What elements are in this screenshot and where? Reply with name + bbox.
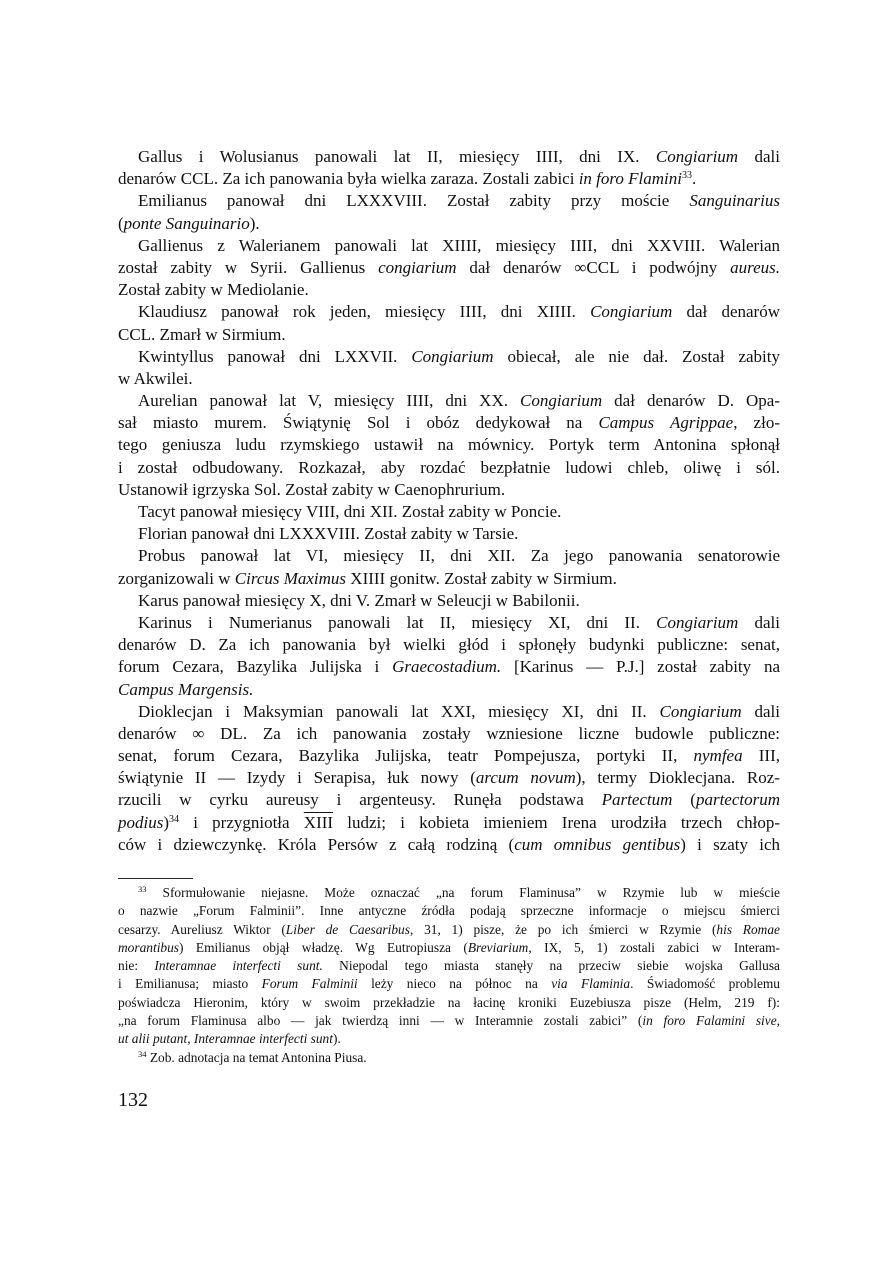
text-run: Karinus i Numerianus panowali lat II, miesięcy XI, dni II. bbox=[138, 612, 657, 632]
text-run: Tacyt panował miesięcy VIII, dni XII. Został zabity w Poncie. bbox=[138, 502, 562, 521]
text-run: ). bbox=[332, 1031, 341, 1047]
text-line bbox=[118, 301, 780, 323]
text-run: i przygniotła bbox=[179, 812, 304, 832]
italic-text: Congiarium bbox=[659, 701, 742, 721]
footnote-line bbox=[118, 957, 780, 975]
text-run: Niepodal tego miasta stanęły na przeciw siebie wojska Gallusa bbox=[322, 958, 780, 974]
text-run: XIIII gonitw. Został zabity w Sirmium. bbox=[346, 568, 617, 588]
italic-text: Congiarium bbox=[655, 147, 739, 166]
text-run: dał denarów D. Opa- bbox=[602, 391, 781, 411]
text-line bbox=[118, 656, 780, 678]
page-number: 132 bbox=[118, 1089, 148, 1111]
italic-text: cum omnibus gentibus bbox=[514, 834, 681, 854]
text-line bbox=[118, 168, 780, 190]
text-run: ) bbox=[163, 812, 170, 832]
text-line bbox=[118, 146, 780, 168]
text-run: Zob. adnotacja na temat Antonina Piusa. bbox=[146, 1049, 367, 1065]
italic-text: via Flaminia bbox=[551, 976, 631, 992]
text-line bbox=[118, 479, 780, 501]
italic-text: Breviarium bbox=[467, 939, 529, 955]
text-line bbox=[118, 634, 780, 656]
footnote-line bbox=[118, 884, 780, 902]
italic-text: Campus Margensis. bbox=[118, 679, 254, 699]
italic-text: Congiarium bbox=[590, 302, 673, 322]
text-run: ludzi; i kobieta imieniem Irena urodziła trzech chłop- bbox=[333, 812, 780, 832]
italic-text: ponte Sanguinario bbox=[123, 213, 250, 233]
footnote-line bbox=[118, 994, 780, 1012]
italic-text: Congiarium bbox=[411, 346, 494, 366]
text-run: ców i dziewczynkę. Króla Persów z całą rodziną ( bbox=[118, 834, 515, 854]
text-run: w Akwilei. bbox=[118, 368, 193, 388]
text-run: obiecał, ale nie dał. Został zabity bbox=[493, 346, 780, 366]
footnote-line bbox=[118, 1049, 780, 1067]
text-run: Sformułowanie niejasne. Może oznaczać „na forum Flaminusa” w Rzymie lub w mieście bbox=[146, 885, 780, 900]
text-run: poświadcza Hieronim, który w swoim przekładzie na łacinę kroniki Euzebiusza pisze (Helm, 219 f): bbox=[118, 994, 780, 1010]
text-run: nie: bbox=[118, 958, 155, 974]
text-run: leży nieco na północ na bbox=[357, 976, 552, 992]
text-run: Kwintyllus panował dni LXXVII. bbox=[138, 346, 412, 366]
italic-text: morantibus bbox=[118, 939, 180, 955]
text-line bbox=[118, 324, 780, 346]
text-line bbox=[118, 590, 780, 612]
text-line bbox=[118, 434, 780, 456]
italic-text: Liber de Caesaribus bbox=[285, 921, 410, 937]
italic-text: arcum novum bbox=[475, 768, 576, 788]
italic-text: in foro Flamini bbox=[578, 169, 682, 189]
text-run: Probus panował lat VI, miesięcy II, dni XII. Za jego panowania senatorowie bbox=[138, 546, 780, 566]
text-run: dali bbox=[738, 147, 780, 166]
text-line bbox=[118, 701, 780, 723]
text-run: ) Emilianus objął władzę. Wg Eutropiusza ( bbox=[179, 939, 468, 955]
italic-text: ut alii putant, Interamnae interfecti sunt bbox=[118, 1031, 333, 1047]
italic-text: partectorum bbox=[695, 790, 780, 810]
footnotes bbox=[118, 884, 780, 1067]
text-run: Karus panował miesięcy X, dni V. Zmarł w Seleucji w Babilonii. bbox=[138, 590, 580, 610]
text-line bbox=[118, 501, 780, 523]
italic-text: Forum Falminii bbox=[261, 976, 358, 992]
text-line bbox=[118, 457, 780, 479]
italic-text: Congiarium bbox=[656, 612, 739, 632]
footnote-ref: 34 bbox=[169, 813, 180, 825]
text-run: forum Cezara, Bazylika Julijska i bbox=[118, 657, 393, 677]
text-line bbox=[118, 789, 780, 811]
text-run: zorganizowali w bbox=[118, 568, 235, 588]
text-line bbox=[118, 767, 780, 789]
text-run: cesarzy. Aureliusz Wiktor ( bbox=[118, 921, 286, 937]
text-run: dał denarów bbox=[672, 302, 780, 322]
text-run: Dioklecjan i Maksymian panowali lat XXI, miesięcy XI, dni II. bbox=[138, 701, 660, 721]
text-run: Klaudiusz panował rok jeden, miesięcy IIII, dni XIIII. bbox=[138, 302, 591, 322]
text-run: został zabity w Syrii. Gallienus bbox=[118, 257, 379, 277]
text-line bbox=[118, 545, 780, 567]
text-run: . bbox=[691, 169, 697, 189]
footnote-line bbox=[118, 1012, 780, 1030]
text-run: CCL. Zmarł w Sirmium. bbox=[118, 324, 286, 344]
footnote-ref: 33 bbox=[681, 170, 692, 182]
text-run: Emilianus panował dni LXXXVIII. Został zabity przy moście bbox=[138, 191, 690, 211]
text-line bbox=[118, 279, 780, 301]
italic-text: Graecostadium. bbox=[392, 657, 502, 677]
text-line bbox=[118, 190, 780, 212]
text-run: dali bbox=[738, 612, 780, 632]
text-run: tego geniusza ludu rzymskiego ustawił na mównicy. Portyk term Antonina spłonął bbox=[118, 435, 780, 455]
text-run: senat, forum Cezara, Bazylika Julijska, teatr Pompejusza, portyki II, bbox=[118, 746, 694, 766]
text-run: denarów ∞ DL. Za ich panowania zostały wzniesione liczne budowle publiczne: bbox=[118, 723, 780, 743]
italic-text: podius bbox=[118, 812, 164, 832]
text-run: i został odbudowany. Rozkazał, aby rozdać bezpłatnie ludowi chleb, oliwę i sól. bbox=[118, 457, 780, 477]
italic-text: Interamnae interfecti sunt. bbox=[154, 958, 323, 974]
text-run: Gallienus z Walerianem panowali lat XIIII, miesięcy IIII, dni XXVIII. Walerian bbox=[138, 235, 780, 255]
text-run: ) i szaty ich bbox=[680, 834, 781, 854]
text-run: dali bbox=[741, 701, 781, 721]
text-line bbox=[118, 723, 780, 745]
text-line bbox=[118, 257, 780, 279]
text-run: , zło- bbox=[733, 413, 780, 433]
text-run: i Emilianusa; miasto bbox=[118, 976, 262, 992]
text-run: III, bbox=[742, 746, 781, 766]
text-run: rzucili w cyrku aureusy i argenteusy. Runęła podstawa bbox=[118, 790, 602, 810]
text-run: , 31, 1) pisze, że po ich śmierci w Rzymie ( bbox=[409, 921, 717, 937]
text-line bbox=[118, 612, 780, 634]
italic-text: Partectum bbox=[601, 790, 673, 810]
footnote-separator bbox=[118, 878, 193, 879]
text-run: ( bbox=[118, 213, 124, 233]
text-run: Ustanowił igrzyska Sol. Został zabity w Caenophrurium. bbox=[118, 479, 506, 499]
text-run: Gallus i Wolusianus panowali lat II, miesięcy IIII, dni IX. bbox=[138, 147, 656, 166]
text-line bbox=[118, 679, 780, 701]
italic-text: nymfea bbox=[693, 746, 743, 766]
text-line bbox=[118, 523, 780, 545]
text-line bbox=[118, 412, 780, 434]
text-run: świątynie II — Izydy i Serapisa, łuk nowy ( bbox=[118, 768, 476, 788]
text-line bbox=[118, 346, 780, 368]
text-line bbox=[118, 745, 780, 767]
text-line bbox=[118, 368, 780, 390]
text-run: . Świadomość problemu bbox=[630, 976, 781, 992]
text-run: [Karinus — P.J.] został zabity na bbox=[501, 657, 780, 677]
text-line bbox=[118, 213, 780, 235]
italic-text: Circus Maximus bbox=[234, 568, 347, 588]
main-text bbox=[118, 146, 780, 856]
footnote-ref: 33 bbox=[138, 884, 147, 894]
text-run: denarów D. Za ich panowania był wielki głód i spłonęły budynki publiczne: senat, bbox=[118, 635, 780, 655]
text-run: denarów CCL. Za ich panowania była wielka zaraza. Zostali zabici bbox=[118, 169, 579, 189]
text-run: , IX, 5, 1) zostali zabici w Interam- bbox=[528, 939, 780, 955]
text-run: Florian panował dni LXXXVIII. Został zabity w Tarsie. bbox=[138, 524, 519, 544]
overlined-numeral: XIII bbox=[303, 812, 334, 832]
text-run: ), termy Dioklecjana. Roz- bbox=[575, 768, 780, 788]
footnote-line bbox=[118, 1030, 780, 1048]
text-run: Został zabity w Mediolanie. bbox=[118, 280, 309, 300]
footnote-line bbox=[118, 939, 780, 957]
italic-text: Campus Agrippae bbox=[598, 413, 734, 433]
text-run: „na forum Flaminusa albo — jak twierdzą inni — w Interamnie zostali zabici” ( bbox=[118, 1013, 643, 1029]
italic-text: Sanguinarius bbox=[689, 191, 780, 211]
text-run: sał miasto murem. Świątynię Sol i obóz dedykował na bbox=[118, 413, 599, 433]
text-run: dał denarów ∞CCL i podwójny bbox=[456, 257, 731, 277]
footnote-line bbox=[118, 902, 780, 920]
footnote-line bbox=[118, 975, 780, 993]
text-line bbox=[118, 390, 780, 412]
text-line bbox=[118, 812, 780, 834]
italic-text: his Romae bbox=[716, 921, 780, 937]
text-line bbox=[118, 235, 780, 257]
footnote-ref: 34 bbox=[138, 1048, 147, 1059]
text-run: ( bbox=[672, 790, 696, 810]
text-line bbox=[118, 568, 780, 590]
text-line bbox=[118, 834, 780, 856]
italic-text: Congiarium bbox=[519, 391, 603, 411]
italic-text: aureus. bbox=[730, 257, 780, 277]
text-run: Aurelian panował lat V, miesięcy IIII, dni XX. bbox=[138, 391, 520, 411]
italic-text: congiarium bbox=[378, 257, 457, 277]
text-run: ). bbox=[249, 213, 260, 233]
footnote-line bbox=[118, 921, 780, 939]
italic-text: in foro Falamini sive, bbox=[642, 1013, 781, 1029]
text-run: o nazwie „Forum Falminii”. Inne antyczne źródła podają sprzeczne informacje o miejscu śmierci bbox=[118, 903, 780, 919]
